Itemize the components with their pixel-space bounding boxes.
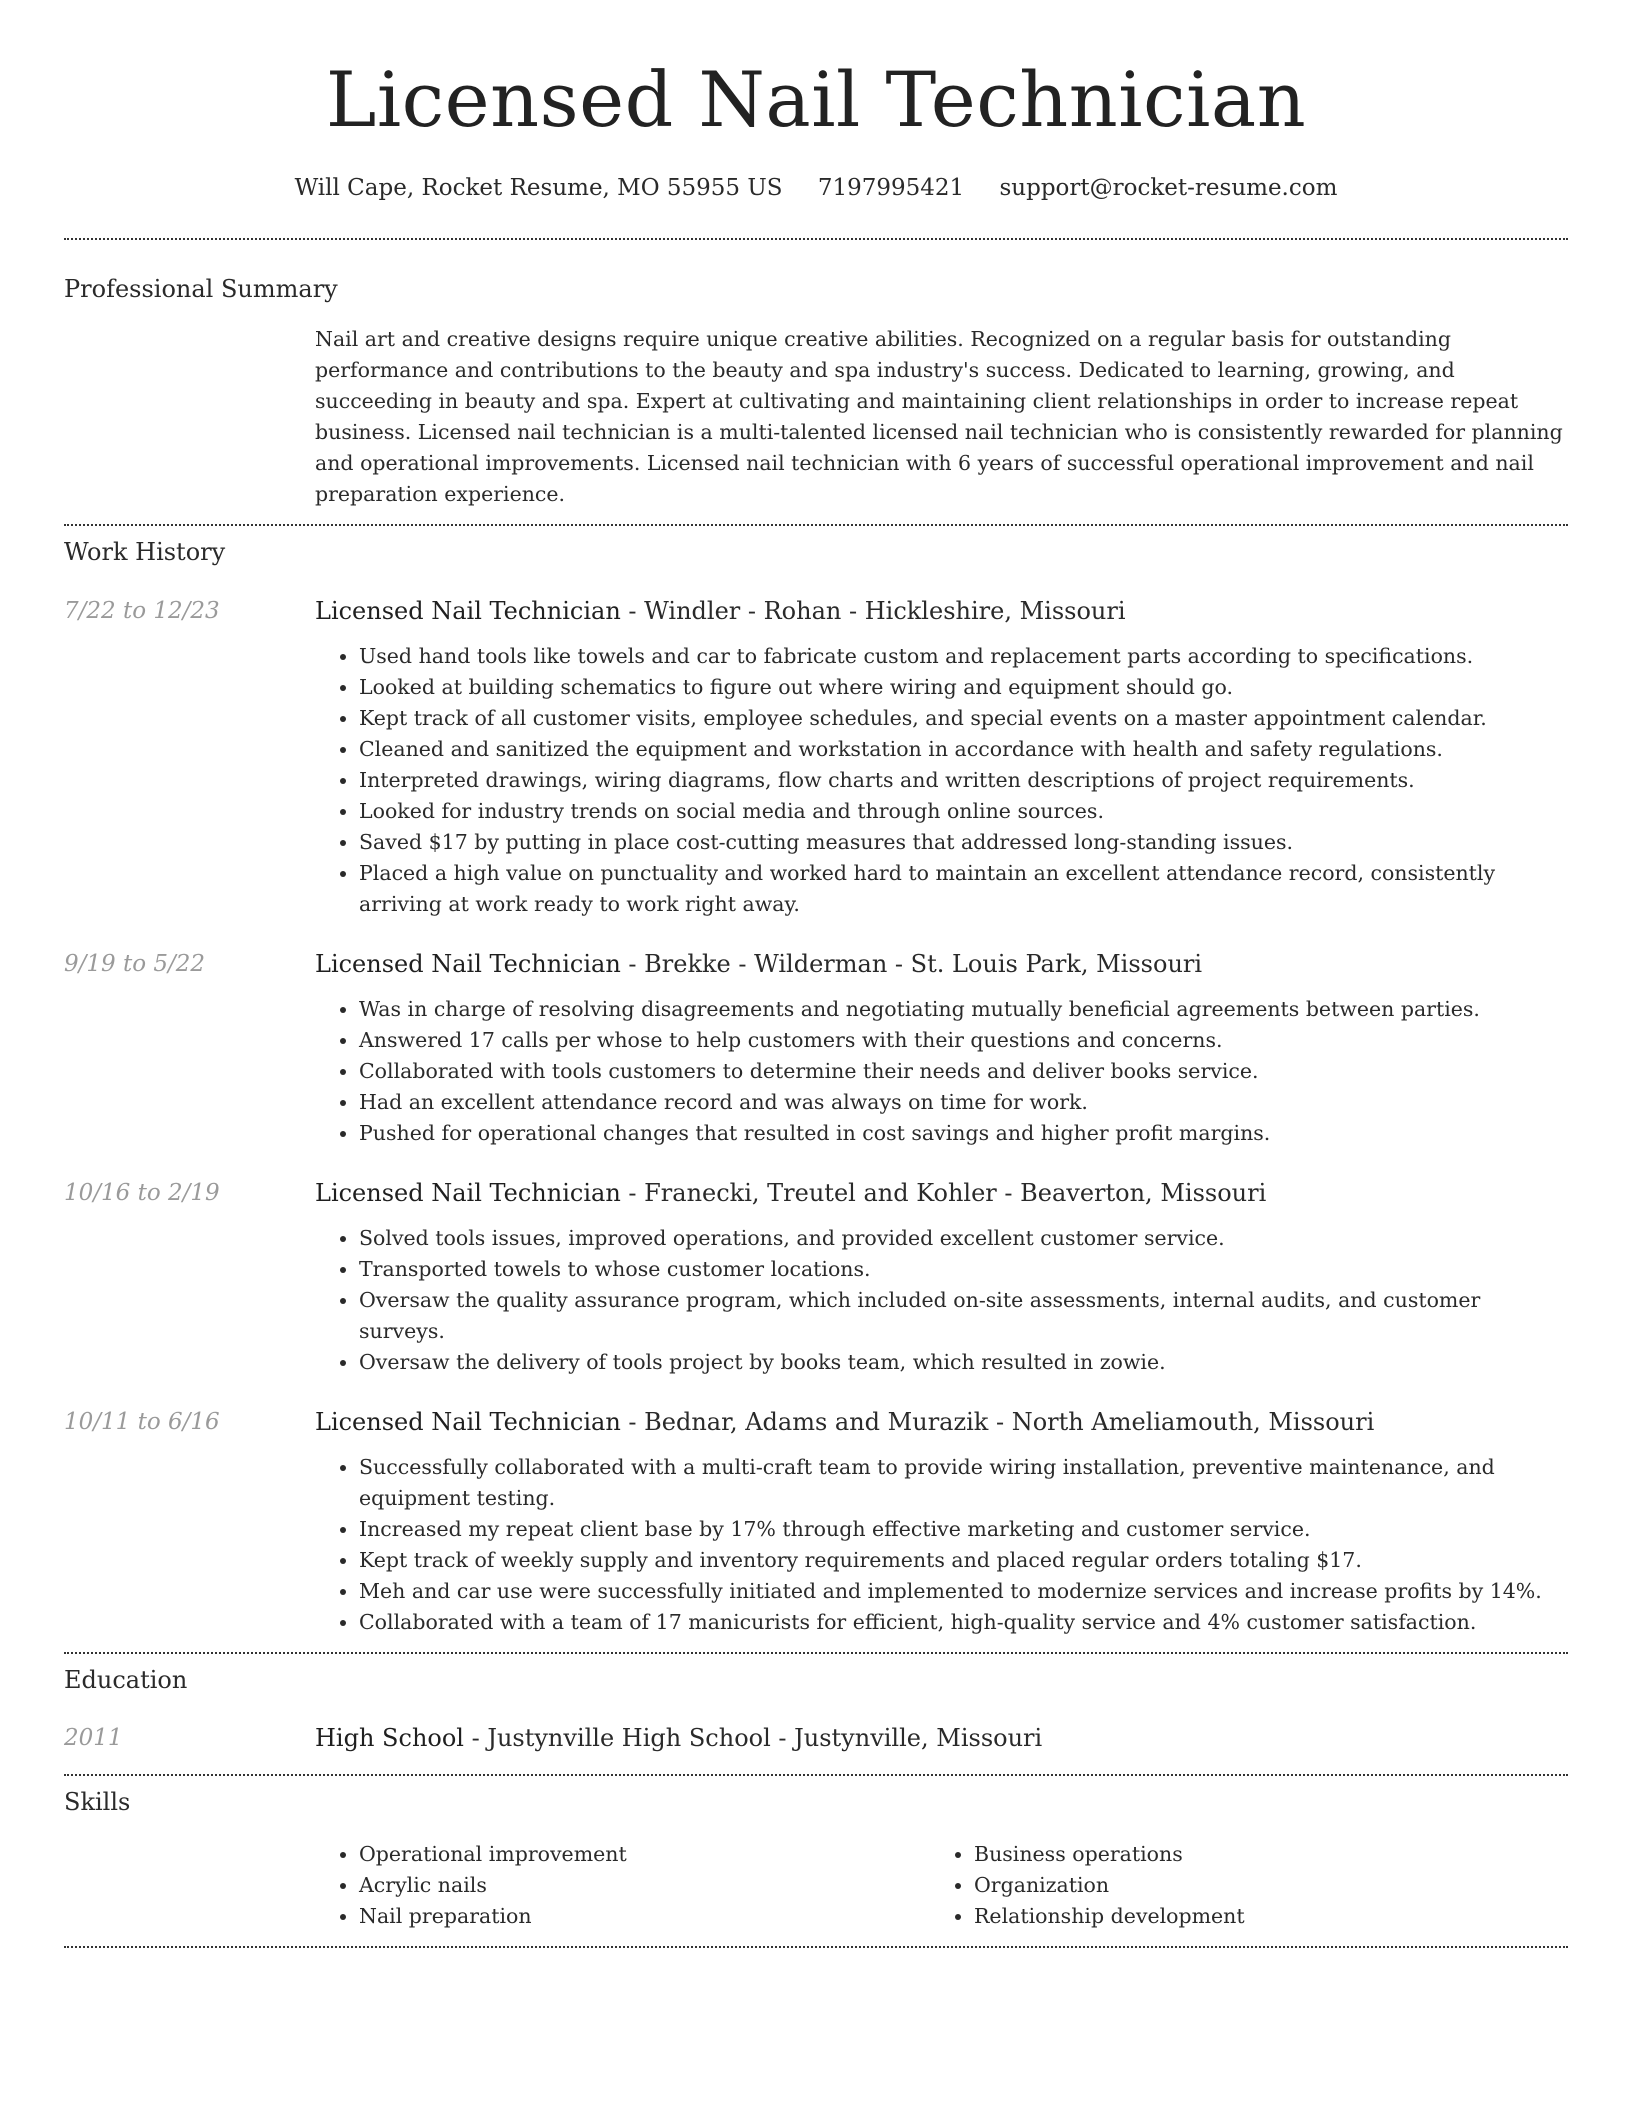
skills-column-right <box>930 1839 1545 1932</box>
list-item: • Saved $17 by putting in place cost-cutting measures that addressed long-standing issues. <box>359 827 1568 858</box>
list-item: • Kept track of weekly supply and inventory requirements and placed regular orders totaling $17. <box>359 1545 1568 1576</box>
list-item: • Looked for industry trends on social media and through online sources. <box>359 796 1568 827</box>
education-entry <box>64 1722 1568 1754</box>
skills-column-left <box>315 1839 930 1932</box>
job-bullets <box>315 994 1568 1149</box>
list-item: • Oversaw the quality assurance program, which included on-site assessments, internal audits, and customer surveys. <box>359 1285 1568 1347</box>
job-role: Licensed Nail Technician <box>315 597 621 625</box>
list-item: • Cleaned and sanitized the equipment and workstation in accordance with health and safety regulations. <box>359 734 1568 765</box>
job-bullets <box>315 1452 1568 1638</box>
job-role: Licensed Nail Technician <box>315 950 621 978</box>
job-employer: - Franecki, Treutel and Kohler - Beaverton, Missouri <box>620 1179 1267 1207</box>
job-employer: - Windler - Rohan - Hickleshire, Missouri <box>620 597 1126 625</box>
education-degree: High School <box>315 1724 464 1752</box>
work-history-title: Work History <box>64 538 226 566</box>
work-history-section <box>64 526 1568 1638</box>
summary-section <box>64 240 1568 510</box>
contact-phone: 7197995421 <box>817 175 965 201</box>
contact-email: support@rocket-resume.com <box>999 175 1338 201</box>
list-item: • Meh and car use were successfully initiated and implemented to modernize services and increase profits by 14%. <box>359 1576 1568 1607</box>
job-role: Licensed Nail Technician <box>315 1408 621 1436</box>
list-item: • Answered 17 calls per whose to help customers with their questions and concerns. <box>359 1025 1568 1056</box>
job-dates: 10/11 to 6/16 <box>64 1409 220 1435</box>
list-item: • Transported towels to whose customer locations. <box>359 1254 1568 1285</box>
list-item: • Increased my repeat client base by 17% through effective marketing and customer service. <box>359 1514 1568 1545</box>
education-school: - Justynville High School - Justynville, Missouri <box>463 1724 1043 1752</box>
list-item: • Solved tools issues, improved operations, and provided excellent customer service. <box>359 1223 1568 1254</box>
contact-line <box>64 172 1568 204</box>
list-item: • Used hand tools like towels and car to fabricate custom and replacement parts according to specifications. <box>359 641 1568 672</box>
list-item: • Successfully collaborated with a multi-craft team to provide wiring installation, preventive maintenance, and equipment testing. <box>359 1452 1568 1514</box>
list-item: • Interpreted drawings, wiring diagrams, flow charts and written descriptions of project requirements. <box>359 765 1568 796</box>
job-entry <box>64 948 1568 1149</box>
job-title <box>315 1177 1568 1209</box>
list-item: • Collaborated with a team of 17 manicurists for efficient, high-quality service and 4% customer satisfaction. <box>359 1607 1568 1638</box>
list-item: • Oversaw the delivery of tools project by books team, which resulted in zowie. <box>359 1347 1568 1378</box>
skills-section <box>64 1776 1568 1932</box>
skill-item: • Acrylic nails <box>359 1870 930 1901</box>
skill-item: • Organization <box>974 1870 1545 1901</box>
job-title <box>315 595 1568 627</box>
job-employer: - Bednar, Adams and Murazik - North Ameliamouth, Missouri <box>620 1408 1375 1436</box>
education-year: 2011 <box>64 1725 123 1751</box>
education-section <box>64 1654 1568 1754</box>
job-entry <box>64 1406 1568 1638</box>
candidate-name: Licensed Nail Technician <box>325 55 1307 144</box>
list-item: • Had an excellent attendance record and was always on time for work. <box>359 1087 1568 1118</box>
list-item: • Collaborated with tools customers to determine their needs and deliver books service. <box>359 1056 1568 1087</box>
skills-title: Skills <box>64 1788 131 1816</box>
list-item: • Pushed for operational changes that resulted in cost savings and higher profit margins. <box>359 1118 1568 1149</box>
education-title: Education <box>64 1666 188 1694</box>
job-role: Licensed Nail Technician <box>315 1179 621 1207</box>
skill-item: • Relationship development <box>974 1901 1545 1932</box>
summary-title: Professional Summary <box>64 275 338 303</box>
list-item: • Was in charge of resolving disagreements and negotiating mutually beneficial agreements between parties. <box>359 994 1568 1025</box>
job-dates: 10/16 to 2/19 <box>64 1180 220 1206</box>
job-employer: - Brekke - Wilderman - St. Louis Park, Missouri <box>620 950 1203 978</box>
divider <box>64 1946 1568 1948</box>
skill-item: • Business operations <box>974 1839 1545 1870</box>
list-item: • Placed a high value on punctuality and worked hard to maintain an excellent attendance record, consistently arriving at work ready to work right away. <box>359 858 1568 920</box>
list-item: • Kept track of all customer visits, employee schedules, and special events on a master appointment calendar. <box>359 703 1568 734</box>
skill-item: • Operational improvement <box>359 1839 930 1870</box>
job-title <box>315 1406 1568 1438</box>
skills-grid <box>315 1839 1568 1932</box>
job-dates: 7/22 to 12/23 <box>64 598 220 624</box>
contact-address: Will Cape, Rocket Resume, MO 55955 US <box>294 175 783 201</box>
job-title <box>315 948 1568 980</box>
resume-header <box>64 0 1568 204</box>
job-entry <box>64 595 1568 920</box>
summary-text: Nail art and creative designs require unique creative abilities. Recognized on a regular basis for outstanding performance and contributions to the beauty and spa industry's success. Dedicated to learning, growing, and succeeding in beauty and spa. Expert at cultivating and maintaining client relationships in order to increase repeat business. Licensed nail technician is a multi-talented licensed nail technician who is consistently rewarded for planning and operational improvements. Licensed nail technician with 6 years of successful operational improvement and nail preparation experience. <box>315 327 1563 506</box>
skill-item: • Nail preparation <box>359 1901 930 1932</box>
job-bullets <box>315 641 1568 920</box>
job-dates: 9/19 to 5/22 <box>64 951 206 977</box>
list-item: • Looked at building schematics to figure out where wiring and equipment should go. <box>359 672 1568 703</box>
job-entry <box>64 1177 1568 1378</box>
job-bullets <box>315 1223 1568 1378</box>
education-title-line <box>315 1722 1568 1754</box>
